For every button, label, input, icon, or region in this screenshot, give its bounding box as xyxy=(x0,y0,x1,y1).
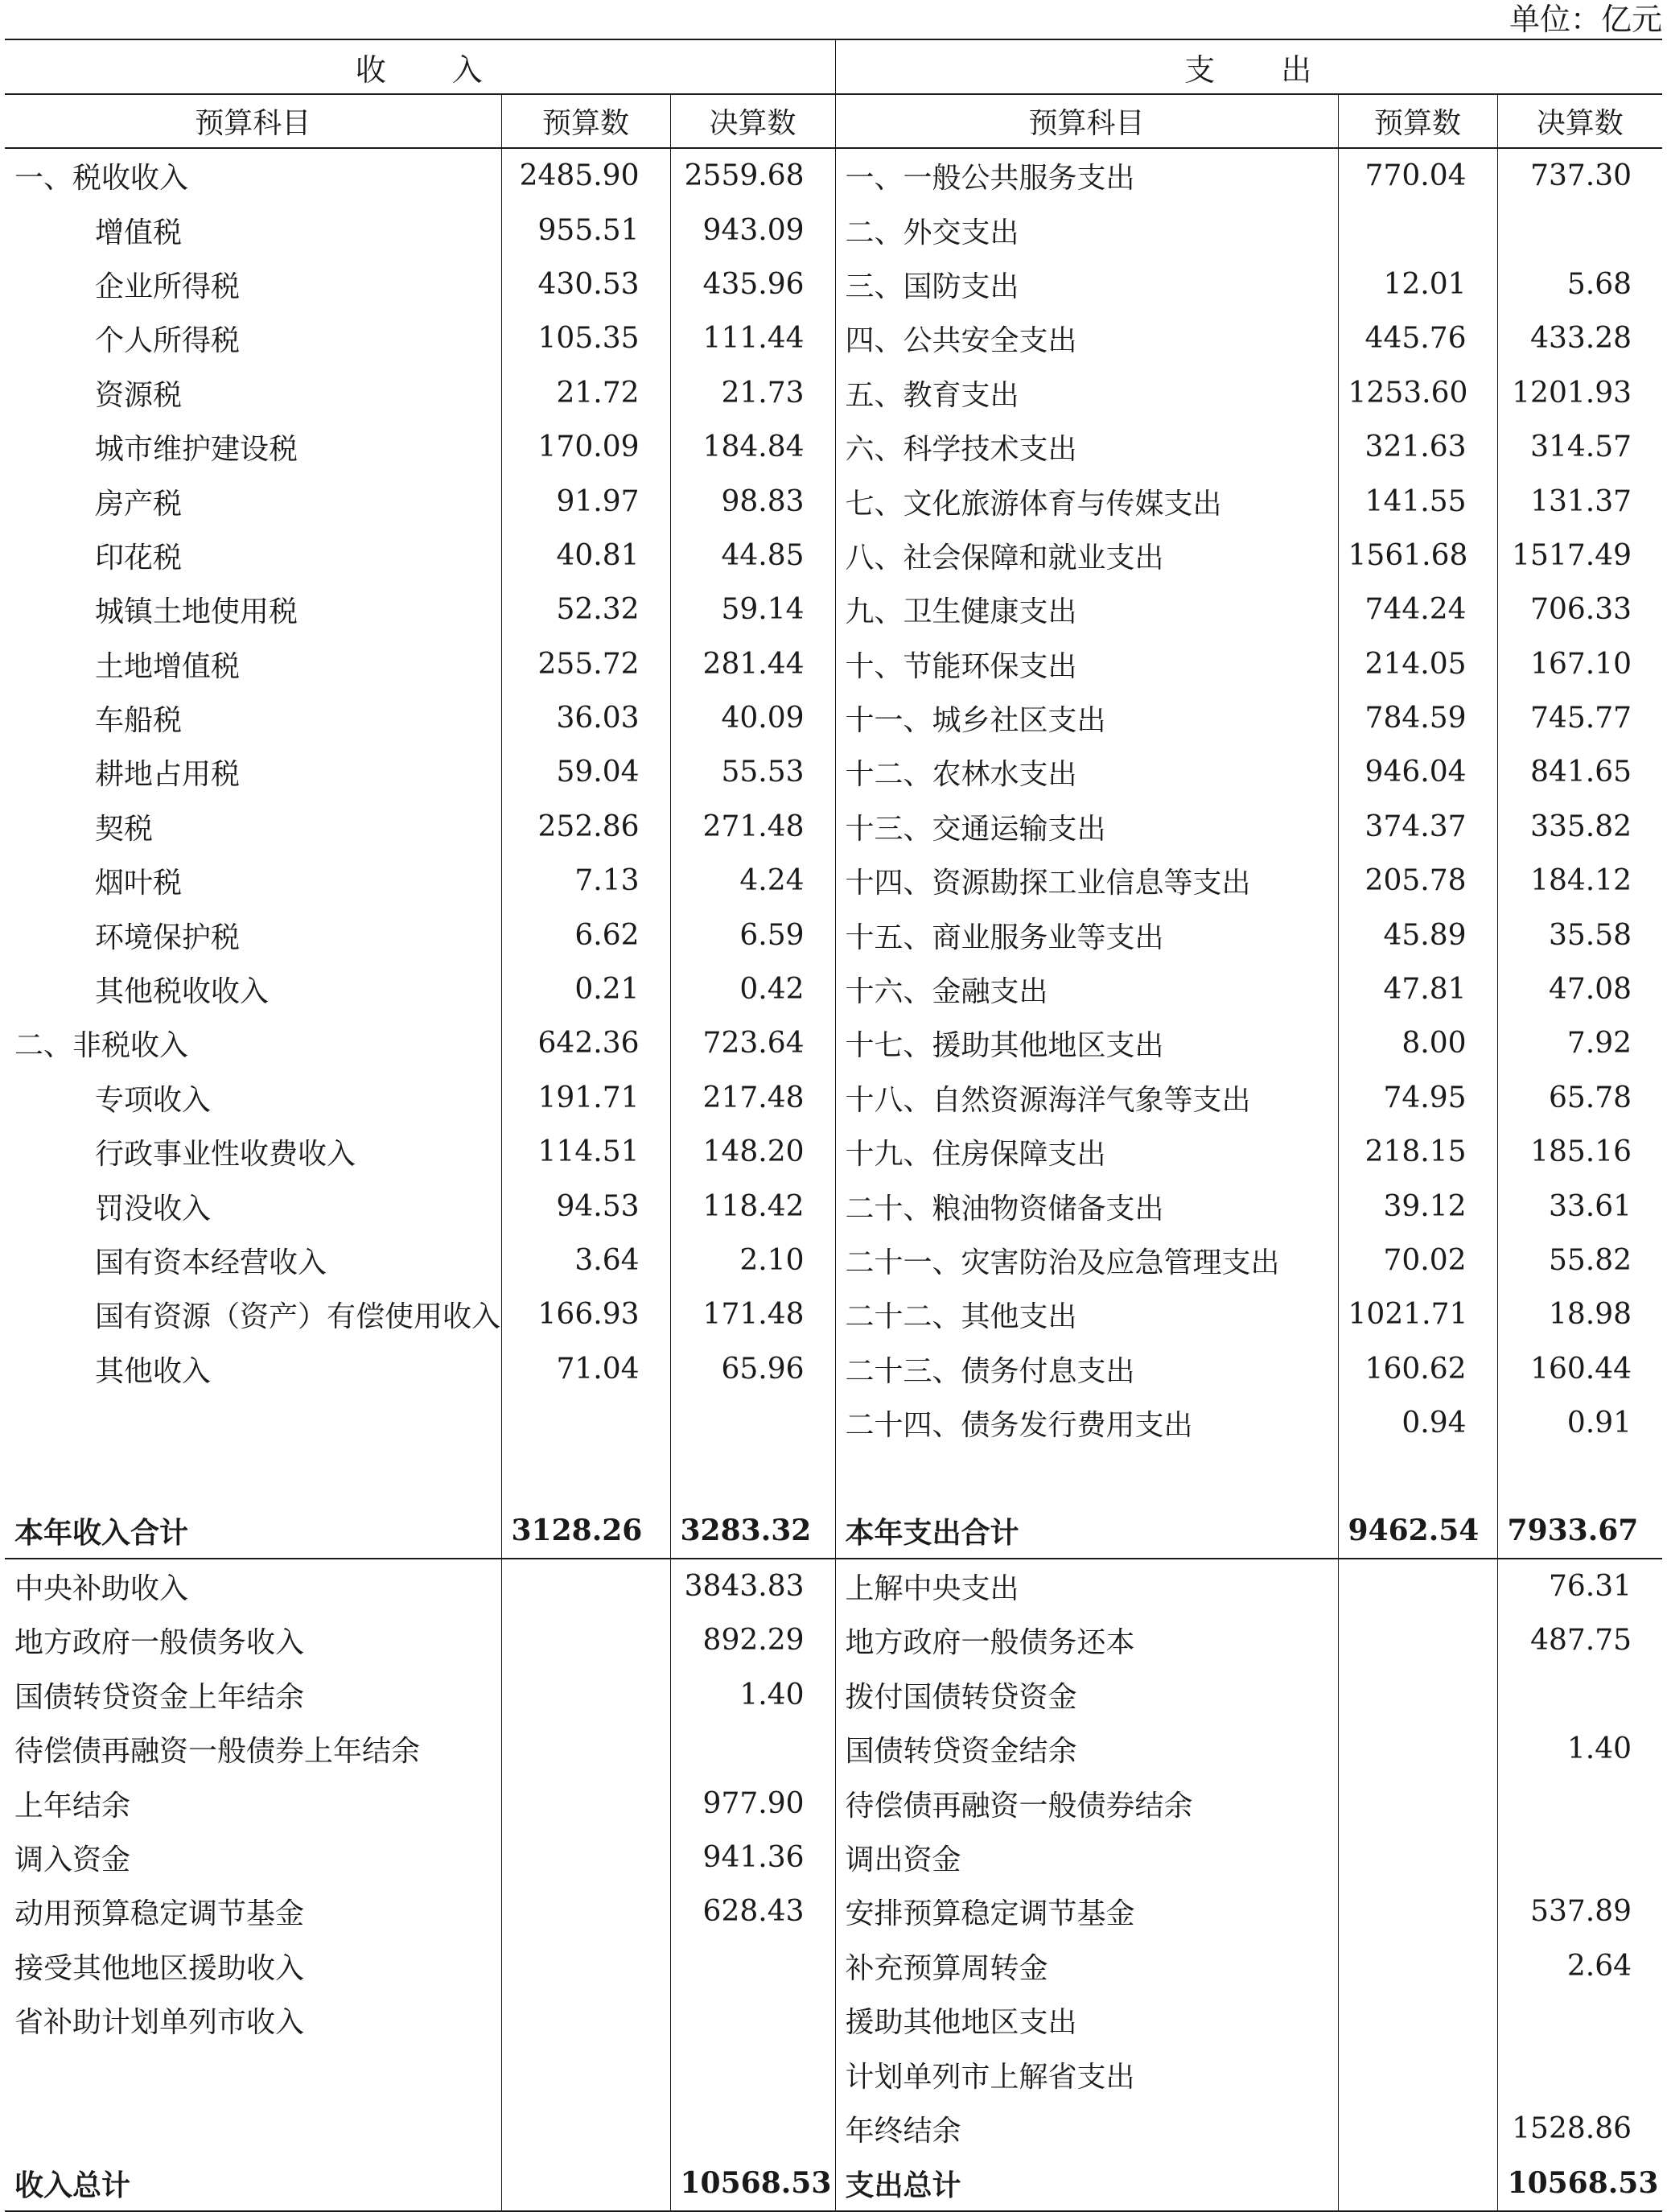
transfer-income-budget xyxy=(501,2047,670,2101)
expense-final-value: 131.37 xyxy=(1530,484,1632,518)
income-budget-value: 91.97 xyxy=(501,474,670,528)
transfer-expense-final: 537.89 xyxy=(1530,1895,1632,1929)
transfer-income-budget xyxy=(501,1668,670,1722)
transfer-expense-label: 国债转贷资金结余 xyxy=(835,1722,1338,1776)
income-item-label: 一、税收收入 xyxy=(5,148,501,203)
expense-item-label: 十九、住房保障支出 xyxy=(835,1125,1338,1179)
income-budget-value: 6.62 xyxy=(501,908,670,962)
transfer-income-label xyxy=(5,2102,501,2156)
spacer-cell xyxy=(670,1450,835,1503)
column-header-row xyxy=(5,94,1662,148)
expense-budget-value: 218.15 xyxy=(1338,1125,1497,1179)
transfer-row xyxy=(5,1668,1662,1722)
transfer-expense-budget xyxy=(1338,2102,1497,2156)
table-row xyxy=(5,1179,1662,1233)
table-row xyxy=(5,637,1662,691)
expense-final-value xyxy=(1497,203,1662,257)
expense-budget-value: 45.89 xyxy=(1338,908,1497,962)
transfer-expense-label: 地方政府一般债务还本 xyxy=(835,1613,1338,1667)
expense-final-value: 55.82 xyxy=(1548,1244,1632,1277)
expense-final-value: 65.78 xyxy=(1548,1081,1632,1114)
expense-final-value: 35.58 xyxy=(1548,918,1632,952)
expense-final-value: 335.82 xyxy=(1530,809,1632,843)
expense-final-value: 745.77 xyxy=(1530,702,1632,735)
table-row xyxy=(5,1016,1662,1070)
expense-grand-total-final: 10568.53 xyxy=(1497,2156,1662,2211)
expense-item-label: 六、科学技术支出 xyxy=(835,420,1338,474)
income-final-value xyxy=(670,1396,835,1450)
transfer-row xyxy=(5,2102,1662,2156)
income-final-header: 决算数 xyxy=(670,94,835,148)
transfer-row xyxy=(5,1776,1662,1830)
transfer-row xyxy=(5,1885,1662,1938)
expense-final-value: 1201.93 xyxy=(1512,376,1632,410)
expense-item-label: 十六、金融支出 xyxy=(835,962,1338,1016)
income-item-label: 增值税 xyxy=(5,203,501,257)
income-budget-value xyxy=(501,1396,670,1450)
table-row xyxy=(5,311,1662,365)
expense-budget-value: 39.12 xyxy=(1338,1179,1497,1233)
transfer-expense-label: 待偿债再融资一般债券结余 xyxy=(835,1776,1338,1830)
spacer-cell xyxy=(835,1450,1338,1503)
expense-budget-value: 321.63 xyxy=(1338,420,1497,474)
expense-final-value: 841.65 xyxy=(1530,756,1632,789)
income-budget-header: 预算数 xyxy=(501,94,670,148)
expense-budget-value: 1561.68 xyxy=(1338,529,1497,583)
table-row xyxy=(5,474,1662,528)
income-item-label: 耕地占用税 xyxy=(5,745,501,799)
transfer-expense-final: 1.40 xyxy=(1566,1732,1632,1766)
expense-item-label: 八、社会保障和就业支出 xyxy=(835,529,1338,583)
expense-item-label: 十一、城乡社区支出 xyxy=(835,691,1338,745)
grand-total-row xyxy=(5,2156,1662,2211)
income-final-value: 2559.68 xyxy=(670,148,835,203)
expense-final-value: 47.08 xyxy=(1548,973,1632,1007)
income-item-label: 印花税 xyxy=(5,529,501,583)
expense-year-total-budget: 9462.54 xyxy=(1338,1503,1497,1559)
expense-item-label: 十七、援助其他地区支出 xyxy=(835,1016,1338,1070)
income-budget-value: 255.72 xyxy=(501,637,670,691)
transfer-income-final xyxy=(670,1939,835,1993)
income-item-label: 环境保护税 xyxy=(5,908,501,962)
income-final-value: 65.96 xyxy=(670,1342,835,1396)
income-budget-value: 94.53 xyxy=(501,1179,670,1233)
income-budget-value: 166.93 xyxy=(501,1287,670,1341)
transfer-expense-label: 拨付国债转贷资金 xyxy=(835,1668,1338,1722)
transfer-expense-label: 上解中央支出 xyxy=(835,1559,1338,1613)
transfer-row xyxy=(5,1993,1662,2047)
transfer-row xyxy=(5,1939,1662,1993)
income-grand-total-budget xyxy=(501,2156,670,2211)
income-item-label: 国有资本经营收入 xyxy=(5,1234,501,1287)
transfer-row xyxy=(5,1831,1662,1885)
expense-item-label: 二十、粮油物资储备支出 xyxy=(835,1179,1338,1233)
expense-final-value: 18.98 xyxy=(1548,1298,1632,1332)
income-final-value: 55.53 xyxy=(670,745,835,799)
transfer-expense-final xyxy=(1497,1831,1662,1885)
expense-final-value: 1517.49 xyxy=(1512,538,1632,572)
transfer-income-label xyxy=(5,2047,501,2101)
expense-item-label: 二、外交支出 xyxy=(835,203,1338,257)
expense-budget-value: 1253.60 xyxy=(1338,366,1497,420)
expense-budget-value: 445.76 xyxy=(1338,311,1497,365)
expense-final-value: 33.61 xyxy=(1548,1189,1632,1223)
expense-budget-value: 47.81 xyxy=(1338,962,1497,1016)
transfer-expense-budget xyxy=(1338,1722,1497,1776)
expense-budget-value: 205.78 xyxy=(1338,854,1497,908)
income-item-label: 城镇土地使用税 xyxy=(5,583,501,636)
expense-budget-value: 946.04 xyxy=(1338,745,1497,799)
transfer-expense-label: 调出资金 xyxy=(835,1831,1338,1885)
spacer-cell xyxy=(5,1450,501,1503)
transfer-income-label: 调入资金 xyxy=(5,1831,501,1885)
expense-final-value: 314.57 xyxy=(1530,430,1632,464)
income-grand-total-final: 10568.53 xyxy=(670,2156,835,2211)
income-final-value: 2.10 xyxy=(670,1234,835,1287)
transfer-income-final xyxy=(670,1993,835,2047)
table-row xyxy=(5,1342,1662,1396)
income-budget-value: 21.72 xyxy=(501,366,670,420)
income-budget-value: 40.81 xyxy=(501,529,670,583)
transfer-income-label: 中央补助收入 xyxy=(5,1559,501,1613)
transfer-expense-final: 487.75 xyxy=(1530,1624,1632,1658)
income-item-label: 契税 xyxy=(5,800,501,854)
expense-item-label: 二十一、灾害防治及应急管理支出 xyxy=(835,1234,1338,1287)
income-item-label: 烟叶税 xyxy=(5,854,501,908)
expense-item-label: 十、节能环保支出 xyxy=(835,637,1338,691)
income-final-value: 271.48 xyxy=(670,800,835,854)
income-budget-value: 52.32 xyxy=(501,583,670,636)
unit-label: 单位：亿元 xyxy=(1509,2,1662,37)
expense-budget-value: 160.62 xyxy=(1338,1342,1497,1396)
transfer-income-label: 动用预算稳定调节基金 xyxy=(5,1885,501,1938)
expense-final-value: 7.92 xyxy=(1566,1027,1632,1061)
expense-item-label: 三、国防支出 xyxy=(835,257,1338,311)
table-row xyxy=(5,908,1662,962)
expense-item-label: 十三、交通运输支出 xyxy=(835,800,1338,854)
expense-grand-total-label: 支出总计 xyxy=(835,2156,1338,2211)
transfer-row xyxy=(5,1613,1662,1667)
table-row xyxy=(5,1071,1662,1125)
expense-grand-total-budget xyxy=(1338,2156,1497,2211)
income-final-value: 435.96 xyxy=(670,257,835,311)
income-final-value: 0.42 xyxy=(670,962,835,1016)
income-item-label: 企业所得税 xyxy=(5,257,501,311)
transfer-expense-label: 补充预算周转金 xyxy=(835,1939,1338,1993)
income-budget-value: 36.03 xyxy=(501,691,670,745)
expense-item-label: 一、一般公共服务支出 xyxy=(835,148,1338,203)
transfer-income-final xyxy=(670,2102,835,2156)
transfer-expense-label: 安排预算稳定调节基金 xyxy=(835,1885,1338,1938)
expense-budget-value: 744.24 xyxy=(1338,583,1497,636)
transfer-income-final: 977.90 xyxy=(670,1776,835,1830)
income-item-label: 专项收入 xyxy=(5,1071,501,1125)
income-item-label: 国有资源（资产）有偿使用收入 xyxy=(5,1287,501,1341)
transfer-income-final xyxy=(670,1722,835,1776)
expense-item-label: 十四、资源勘探工业信息等支出 xyxy=(835,854,1338,908)
expense-budget-value: 374.37 xyxy=(1338,800,1497,854)
transfer-income-final: 941.36 xyxy=(670,1831,835,1885)
expense-item-label: 五、教育支出 xyxy=(835,366,1338,420)
expense-item-label: 十二、农林水支出 xyxy=(835,745,1338,799)
income-item-header: 预算科目 xyxy=(5,94,501,148)
transfer-income-budget xyxy=(501,1885,670,1938)
expense-final-value: 160.44 xyxy=(1530,1352,1632,1386)
expense-section-title: 支 出 xyxy=(835,39,1662,94)
expense-item-label: 十八、自然资源海洋气象等支出 xyxy=(835,1071,1338,1125)
income-final-value: 111.44 xyxy=(670,311,835,365)
income-item-label: 资源税 xyxy=(5,366,501,420)
income-item-label: 二、非税收入 xyxy=(5,1016,501,1070)
expense-final-value: 167.10 xyxy=(1530,647,1632,681)
table-row xyxy=(5,420,1662,474)
table-row xyxy=(5,148,1662,203)
transfer-expense-final: 76.31 xyxy=(1548,1570,1632,1604)
expense-final-value: 433.28 xyxy=(1530,322,1632,356)
transfer-expense-budget xyxy=(1338,1559,1497,1613)
table-row xyxy=(5,257,1662,311)
transfer-row xyxy=(5,1722,1662,1776)
expense-budget-value: 0.94 xyxy=(1338,1396,1497,1450)
expense-budget-value: 12.01 xyxy=(1338,257,1497,311)
income-item-label: 个人所得税 xyxy=(5,311,501,365)
transfer-income-final: 3843.83 xyxy=(670,1559,835,1613)
transfer-income-budget xyxy=(501,1722,670,1776)
transfer-expense-budget xyxy=(1338,1776,1497,1830)
transfer-expense-budget xyxy=(1338,1831,1497,1885)
expense-year-total-final: 7933.67 xyxy=(1497,1503,1662,1559)
income-budget-value: 955.51 xyxy=(501,203,670,257)
year-total-row xyxy=(5,1503,1662,1559)
income-year-total-label: 本年收入合计 xyxy=(5,1503,501,1559)
income-final-value: 184.84 xyxy=(670,420,835,474)
expense-budget-value: 8.00 xyxy=(1338,1016,1497,1070)
income-item-label: 车船税 xyxy=(5,691,501,745)
transfer-income-label: 省补助计划单列市收入 xyxy=(5,1993,501,2047)
table-row xyxy=(5,1287,1662,1341)
expense-final-value: 184.12 xyxy=(1530,864,1632,898)
income-final-value: 44.85 xyxy=(670,529,835,583)
income-final-value: 943.09 xyxy=(670,203,835,257)
income-budget-value: 0.21 xyxy=(501,962,670,1016)
transfer-income-final xyxy=(670,2047,835,2101)
income-item-label: 城市维护建设税 xyxy=(5,420,501,474)
table-row xyxy=(5,1125,1662,1179)
income-budget-value: 59.04 xyxy=(501,745,670,799)
expense-budget-value: 214.05 xyxy=(1338,637,1497,691)
transfer-expense-final: 1528.86 xyxy=(1512,2111,1632,2145)
transfer-income-label: 上年结余 xyxy=(5,1776,501,1830)
income-budget-value: 105.35 xyxy=(501,311,670,365)
expense-budget-value: 784.59 xyxy=(1338,691,1497,745)
spacer-cell xyxy=(501,1450,670,1503)
table-row xyxy=(5,745,1662,799)
income-final-value: 171.48 xyxy=(670,1287,835,1341)
table-row xyxy=(5,366,1662,420)
expense-item-label: 二十二、其他支出 xyxy=(835,1287,1338,1341)
transfer-expense-label: 计划单列市上解省支出 xyxy=(835,2047,1338,2101)
transfer-expense-budget xyxy=(1338,1885,1497,1938)
income-budget-value: 170.09 xyxy=(501,420,670,474)
expense-budget-value: 1021.71 xyxy=(1338,1287,1497,1341)
transfer-expense-label: 年终结余 xyxy=(835,2102,1338,2156)
transfer-income-budget xyxy=(501,1559,670,1613)
income-item-label: 罚没收入 xyxy=(5,1179,501,1233)
transfer-expense-final xyxy=(1497,1668,1662,1722)
transfer-income-label: 地方政府一般债务收入 xyxy=(5,1613,501,1667)
table-row xyxy=(5,800,1662,854)
income-grand-total-label: 收入总计 xyxy=(5,2156,501,2211)
transfer-expense-budget xyxy=(1338,2047,1497,2101)
expense-final-value: 185.16 xyxy=(1530,1135,1632,1169)
income-item-label: 其他税收收入 xyxy=(5,962,501,1016)
expense-budget-header: 预算数 xyxy=(1338,94,1497,148)
income-final-value: 4.24 xyxy=(670,854,835,908)
income-budget-value: 252.86 xyxy=(501,800,670,854)
transfer-expense-budget xyxy=(1338,1939,1497,1993)
transfer-expense-budget xyxy=(1338,1668,1497,1722)
income-final-value: 118.42 xyxy=(670,1179,835,1233)
transfer-income-final: 892.29 xyxy=(670,1613,835,1667)
table-row xyxy=(5,854,1662,908)
income-year-total-final: 3283.32 xyxy=(670,1503,835,1559)
expense-year-total-label: 本年支出合计 xyxy=(835,1503,1338,1559)
expense-item-label: 二十三、债务付息支出 xyxy=(835,1342,1338,1396)
income-item-label: 房产税 xyxy=(5,474,501,528)
income-final-value: 21.73 xyxy=(670,366,835,420)
income-final-value: 217.48 xyxy=(670,1071,835,1125)
income-final-value: 40.09 xyxy=(670,691,835,745)
table-row xyxy=(5,203,1662,257)
income-final-value: 59.14 xyxy=(670,583,835,636)
transfer-income-label: 接受其他地区援助收入 xyxy=(5,1939,501,1993)
transfer-expense-final xyxy=(1497,2047,1662,2101)
income-budget-value: 71.04 xyxy=(501,1342,670,1396)
spacer-row xyxy=(5,1450,1662,1503)
income-year-total-budget: 3128.26 xyxy=(501,1503,670,1559)
expense-budget-value: 141.55 xyxy=(1338,474,1497,528)
transfer-row xyxy=(5,1559,1662,1613)
income-final-value: 98.83 xyxy=(670,474,835,528)
spacer-cell xyxy=(1497,1450,1662,1503)
income-item-label xyxy=(5,1396,501,1450)
spacer-cell xyxy=(1338,1450,1497,1503)
transfer-income-budget xyxy=(501,1993,670,2047)
section-header-row xyxy=(5,39,1662,94)
expense-final-value: 5.68 xyxy=(1566,267,1632,301)
transfer-income-budget xyxy=(501,1831,670,1885)
table-row xyxy=(5,962,1662,1016)
income-item-label: 其他收入 xyxy=(5,1342,501,1396)
income-section-title: 收 入 xyxy=(5,39,835,94)
income-final-value: 723.64 xyxy=(670,1016,835,1070)
transfer-income-label: 国债转贷资金上年结余 xyxy=(5,1668,501,1722)
income-budget-value: 191.71 xyxy=(501,1071,670,1125)
transfer-income-budget xyxy=(501,1939,670,1993)
table-row xyxy=(5,583,1662,636)
income-budget-value: 7.13 xyxy=(501,854,670,908)
expense-item-header: 预算科目 xyxy=(835,94,1338,148)
transfer-expense-budget xyxy=(1338,1993,1497,2047)
income-budget-value: 642.36 xyxy=(501,1016,670,1070)
expense-item-label: 七、文化旅游体育与传媒支出 xyxy=(835,474,1338,528)
expense-final-value: 737.30 xyxy=(1530,159,1632,193)
expense-item-label: 九、卫生健康支出 xyxy=(835,583,1338,636)
transfer-expense-budget xyxy=(1338,1613,1497,1667)
transfer-expense-final xyxy=(1497,1993,1662,2047)
income-item-label: 行政事业性收费收入 xyxy=(5,1125,501,1179)
expense-item-label: 十五、商业服务业等支出 xyxy=(835,908,1338,962)
income-final-value: 281.44 xyxy=(670,637,835,691)
income-final-value: 148.20 xyxy=(670,1125,835,1179)
table-row xyxy=(5,1396,1662,1450)
expense-budget-value: 74.95 xyxy=(1338,1071,1497,1125)
transfer-income-final: 1.40 xyxy=(670,1668,835,1722)
transfer-income-label: 待偿债再融资一般债券上年结余 xyxy=(5,1722,501,1776)
transfer-row xyxy=(5,2047,1662,2101)
income-budget-value: 430.53 xyxy=(501,257,670,311)
income-budget-value: 3.64 xyxy=(501,1234,670,1287)
transfer-expense-final: 2.64 xyxy=(1566,1949,1632,1983)
income-item-label: 土地增值税 xyxy=(5,637,501,691)
transfer-income-budget xyxy=(501,2102,670,2156)
expense-budget-value xyxy=(1338,203,1497,257)
expense-final-header: 决算数 xyxy=(1497,94,1662,148)
expense-budget-value: 70.02 xyxy=(1338,1234,1497,1287)
income-budget-value: 114.51 xyxy=(501,1125,670,1179)
expense-item-label: 四、公共安全支出 xyxy=(835,311,1338,365)
transfer-expense-final xyxy=(1497,1776,1662,1830)
budget-table xyxy=(5,39,1662,2212)
expense-item-label: 二十四、债务发行费用支出 xyxy=(835,1396,1338,1450)
transfer-income-budget xyxy=(501,1613,670,1667)
transfer-expense-label: 援助其他地区支出 xyxy=(835,1993,1338,2047)
expense-final-value: 706.33 xyxy=(1530,593,1632,627)
income-final-value: 6.59 xyxy=(670,908,835,962)
expense-final-value: 0.91 xyxy=(1566,1407,1632,1440)
income-budget-value: 2485.90 xyxy=(501,148,670,203)
transfer-income-budget xyxy=(501,1776,670,1830)
table-row xyxy=(5,529,1662,583)
expense-budget-value: 770.04 xyxy=(1338,148,1497,203)
transfer-income-final: 628.43 xyxy=(670,1885,835,1938)
table-row xyxy=(5,691,1662,745)
table-row xyxy=(5,1234,1662,1287)
